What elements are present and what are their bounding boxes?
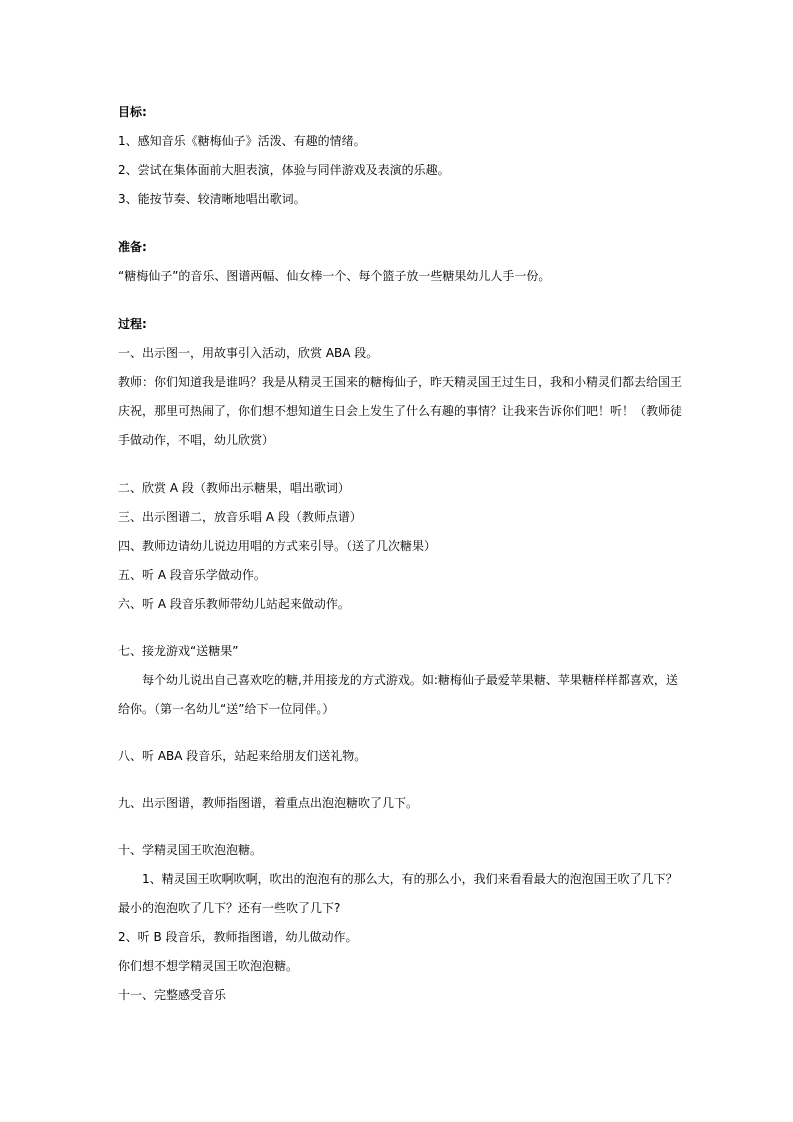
process-step-7-detail: 每个幼儿说出自己喜欢吃的糖,并用接龙的方式游戏。如:糖梅仙子最爱苹果糖、苹果糖样样都喜欢，送给你。（第一名幼儿“送”给下一位同伴。）: [118, 673, 678, 716]
process-step-8: 八、听 ABA 段音乐，站起来给朋友们送礼物。: [118, 749, 367, 763]
goal-item-2: 2、尝试在集体面前大胆表演，体验与同伴游戏及表演的乐趣。: [118, 163, 450, 177]
process-heading: 过程:: [118, 317, 147, 331]
process-step-1: 一、出示图一，用故事引入活动，欣赏 ABA 段。: [118, 346, 379, 360]
process-step-10-sub-1: 1、精灵国王吹啊吹啊，吹出的泡泡有的那么大，有的那么小，我们来看看最大的泡泡国王吹了几下？最小的泡泡吹了几下？还有一些吹了几下?: [118, 872, 678, 915]
process-step-10: 十、学精灵国王吹泡泡糖。: [118, 843, 263, 857]
process-step-9: 九、出示图谱，教师指图谱，着重点出泡泡糖吹了几下。: [118, 796, 419, 810]
process-step-3: 三、出示图谱二，放音乐唱 A 段（教师点谱）: [118, 510, 362, 524]
teacher-talk-paragraph: 教师：你们知道我是谁吗？我是从精灵王国来的糖梅仙子，昨天精灵国王过生日，我和小精灵们都去给国王庆祝，那里可热闹了，你们想不想知道生日会上发生了什么有趣的事情？让我来告诉你们吧！听！（教师徒手做动作，不唱，幼儿欣赏）: [118, 375, 683, 447]
process-step-2: 二、欣赏 A 段（教师出示糖果，唱出歌词）: [118, 481, 350, 495]
preparation-heading: 准备:: [118, 240, 147, 254]
process-step-7: 七、接龙游戏“送糖果”: [118, 644, 239, 658]
document-body: [118, 98, 688, 1010]
goal-item-1: 1、感知音乐《糖梅仙子》活泼、有趣的情绪。: [118, 134, 366, 148]
process-step-5: 五、听 A 段音乐学做动作。: [118, 568, 266, 582]
process-step-10-question: 你们想不想学精灵国王吹泡泡糖。: [118, 959, 299, 973]
goal-item-3: 3、能按节奏、较清晰地唱出歌词。: [118, 192, 306, 206]
process-step-10-sub-2: 2、听 B 段音乐，教师指图谱，幼儿做动作。: [118, 930, 358, 944]
preparation-text: “糖梅仙子”的音乐、图谱两幅、仙女棒一个、每个篮子放一些糖果幼儿人手一份。: [118, 269, 551, 283]
process-step-6: 六、听 A 段音乐教师带幼儿站起来做动作。: [118, 597, 350, 611]
process-step-4: 四、教师边请幼儿说边用唱的方式来引导。（送了几次糖果）: [118, 539, 437, 553]
goals-heading: 目标:: [118, 105, 147, 119]
process-step-11: 十一、完整感受音乐: [118, 988, 227, 1002]
